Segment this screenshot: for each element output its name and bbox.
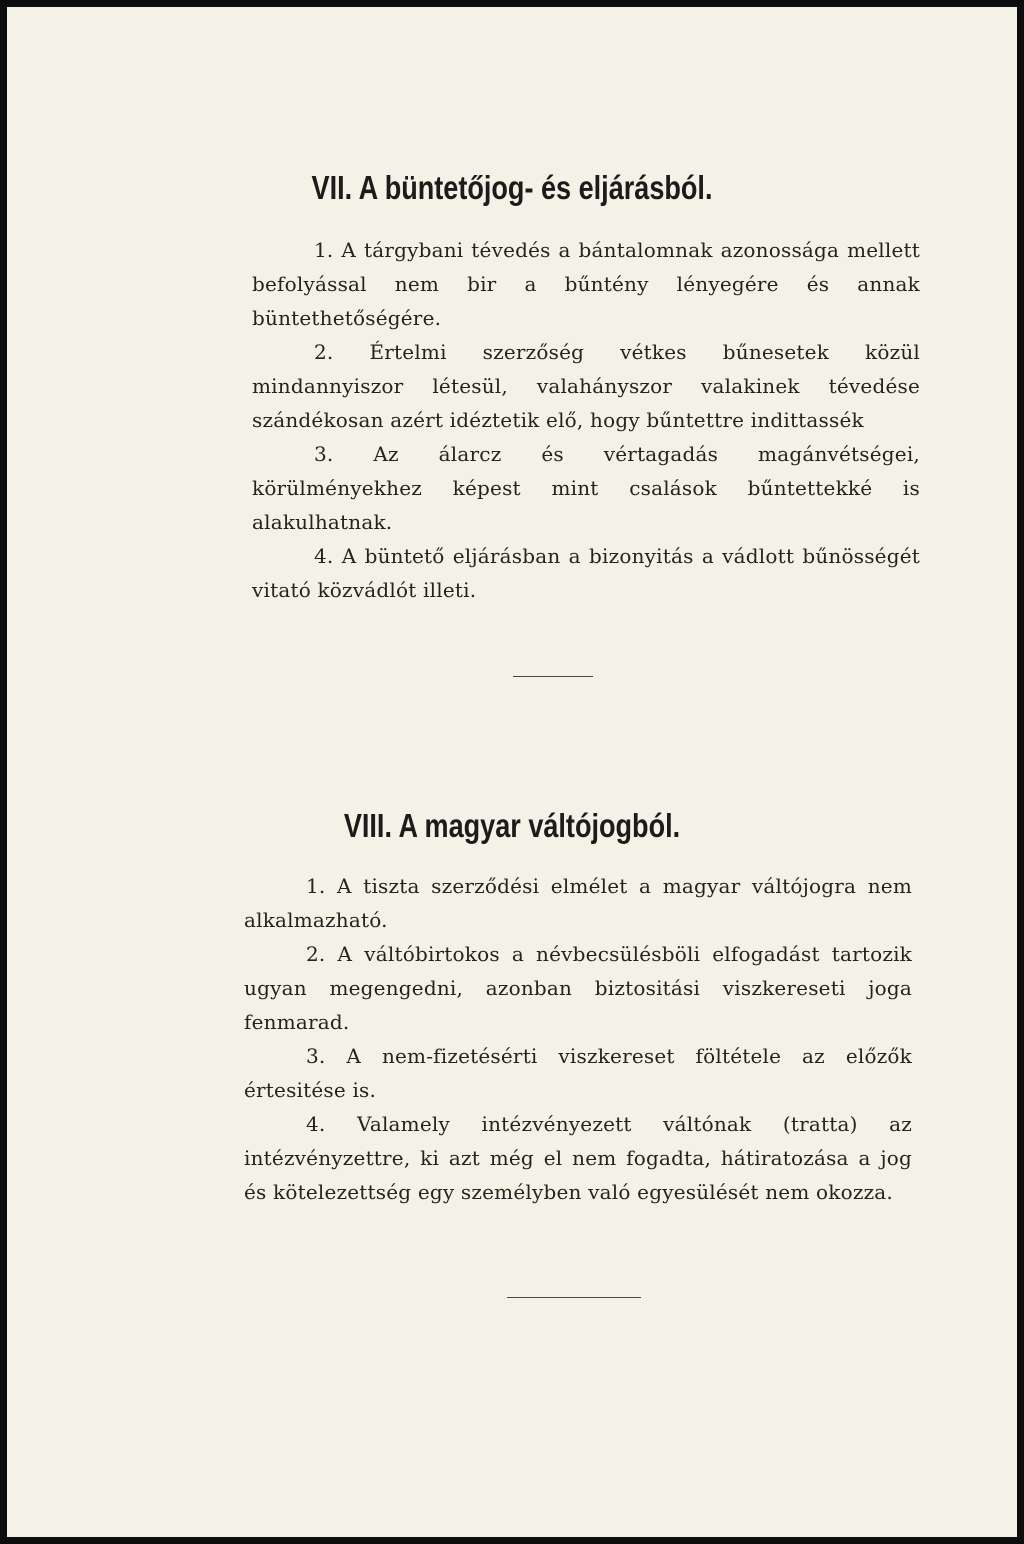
section-7-title: VII. A büntetőjog- és eljárásból. — [311, 169, 713, 206]
section-divider — [513, 676, 593, 677]
section-8-item-3: 3. A nem-fizetésérti viszkereset föltétele az előzők értesitése is. — [244, 1044, 912, 1102]
section-7-item-4: 4. A büntető eljárásban a bizonyitás a vádlott bűnösségét vitató közvádlót illeti. — [252, 544, 920, 602]
section-7-item-2: 2. Értelmi szerzőség vétkes bűnesetek közül mindannyiszor létesül, valahányszor valakinek tévedése szándékosan azért idéztetik elő, hogy bűntettre indittassék — [252, 340, 920, 432]
section-8-item-4: 4. Valamely intézvényezett váltónak (tratta) az intézvényzettre, ki azt még el nem fogadta, hátiratozása a jog és kötelezettség egy személyben való egyesülését nem okozza. — [244, 1112, 912, 1204]
section-7-item-1: 1. A tárgybani tévedés a bántalomnak azonossága mellett befolyással nem bir a bűntény lényegére és annak büntethetőségére. — [252, 238, 920, 330]
section-7-item-3: 3. Az álarcz és vértagadás magánvétségei, körülményekhez képest mint csalások bűntettekké is alakulhatnak. — [252, 442, 920, 534]
section-8-title: VIII. A magyar váltójogból. — [343, 807, 681, 844]
section-8-item-1: 1. A tiszta szerződési elmélet a magyar váltójogra nem alkalmazható. — [244, 874, 912, 932]
document-page — [7, 7, 1017, 1537]
end-divider — [507, 1297, 641, 1298]
section-8-item-2: 2. A váltóbirtokos a névbecsülésböli elfogadást tartozik ugyan megengedni, azonban biztositási viszkereseti joga fenmarad. — [244, 942, 912, 1034]
